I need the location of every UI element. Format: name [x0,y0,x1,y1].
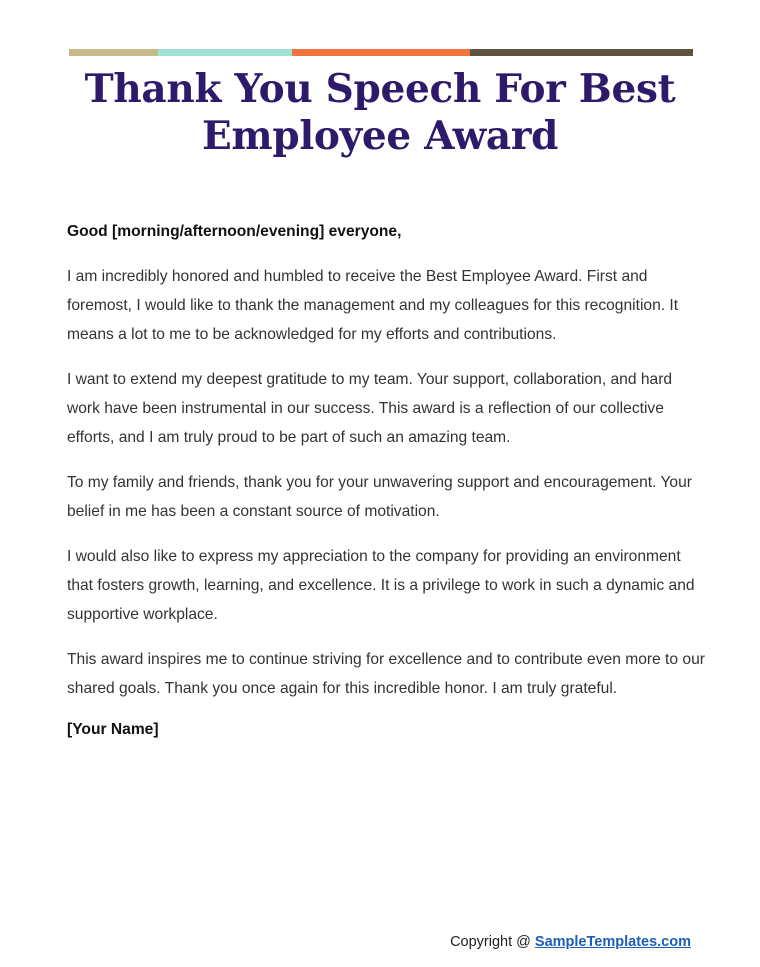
copyright-footer [450,934,691,950]
copyright-label: Copyright @ [450,934,531,950]
color-bar-segment-mint [158,49,292,56]
color-bar-segment-orange [292,49,470,56]
greeting: Good [morning/afternoon/evening] everyone, [67,223,402,240]
color-bar-segment-brown [470,49,693,56]
paragraph-family-friends: To my family and friends, thank you for your unwavering support and encouragement. Your belief in me has been a constant source of motivation. [67,474,692,520]
paragraph-team-gratitude: I want to extend my deepest gratitude to my team. Your support, collaboration, and hard work have been instrumental in our success. This award is a reflection of our collective efforts, and I am truly proud to be part of such an amazing team. [67,371,673,446]
paragraph-company-appreciation: I would also like to express my appreciation to the company for providing an environment that fosters growth, learning, and excellence. It is a privilege to work in such a dynamic and supportive workplace. [67,548,695,623]
speech-body [67,221,707,757]
signature: [Your Name] [67,721,159,738]
color-bar-segment-tan [69,49,158,56]
paragraph-closing: This award inspires me to continue striving for excellence and to contribute even more to our shared goals. Thank you once again for this incredible honor. I am truly grateful. [67,651,705,697]
paragraph-honored: I am incredibly honored and humbled to receive the Best Employee Award. First and foremost, I would like to thank the management and my colleagues for this recognition. It means a lot to me to be acknowledged for my efforts and contributions. [67,268,679,343]
sample-templates-link[interactable]: SampleTemplates.com [534,934,691,950]
page-title: Thank You Speech For Best Employee Award [84,66,676,159]
decorative-color-bar [69,49,693,56]
